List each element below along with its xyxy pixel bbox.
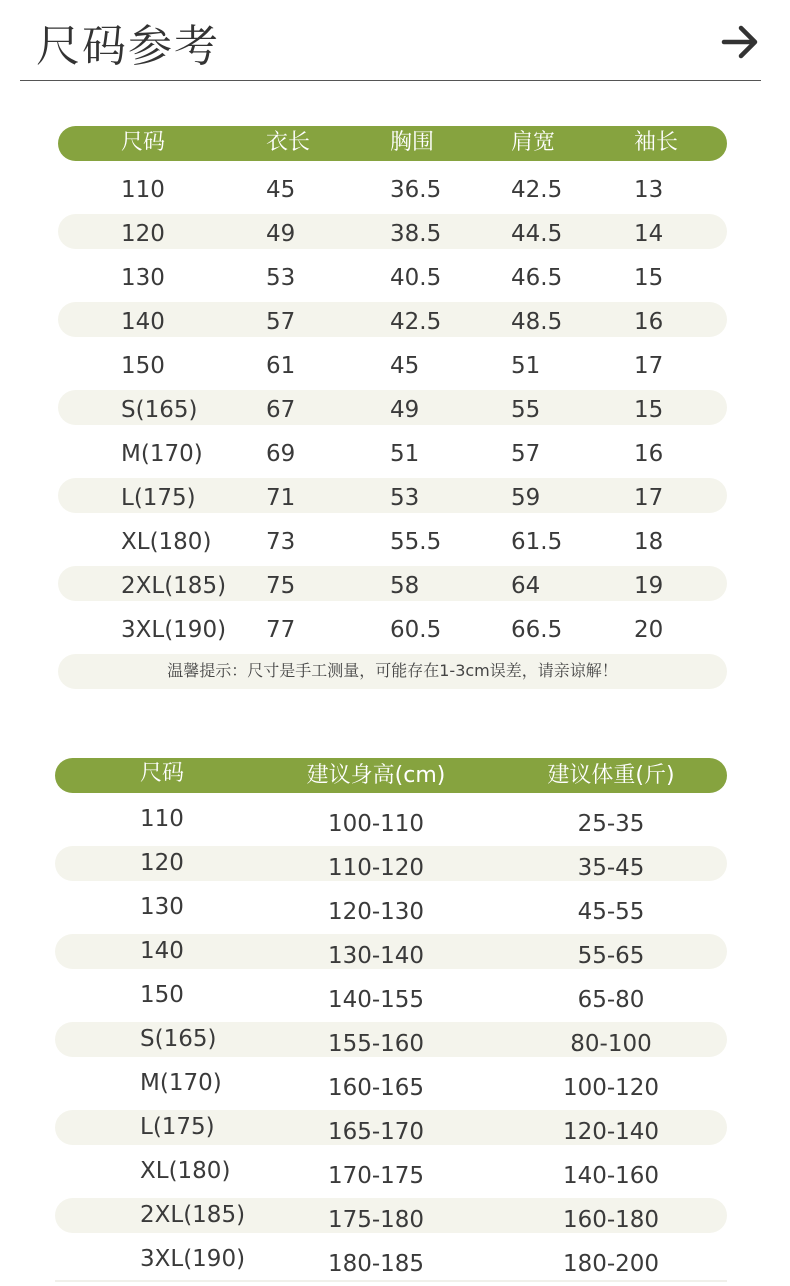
table-cell: 75 [266, 573, 296, 599]
table-row [55, 1022, 727, 1057]
header-cell: 衣长 [266, 130, 311, 155]
table-row [55, 1066, 727, 1101]
table-row [58, 214, 727, 249]
header-cell: 袖长 [634, 130, 679, 155]
table-row [55, 1242, 727, 1277]
size-chart-header-row [58, 126, 727, 161]
table-cell: 45 [390, 353, 420, 379]
table-cell: 130 [121, 265, 165, 291]
table-cell: S(165) [121, 397, 198, 423]
table-cell: 55 [511, 397, 541, 423]
table-cell: 53 [266, 265, 296, 291]
arrow-right-icon[interactable] [721, 22, 761, 62]
table-cell: 42.5 [511, 177, 563, 203]
header-cell: 建议体重(斤) [547, 763, 675, 788]
table-cell: 110-120 [327, 855, 425, 881]
table-row [58, 302, 727, 337]
bottom-divider [55, 1280, 727, 1282]
table-cell: 170-175 [327, 1163, 425, 1189]
table-cell: 150 [140, 982, 184, 1008]
table-cell: 18 [634, 529, 664, 555]
table-cell: 55.5 [390, 529, 442, 555]
table-cell: 45 [266, 177, 296, 203]
table-cell: 49 [390, 397, 420, 423]
table-cell: 150 [121, 353, 165, 379]
table-cell: 51 [511, 353, 541, 379]
table-cell: 61 [266, 353, 296, 379]
table-row [55, 1198, 727, 1233]
table-cell: 17 [634, 485, 664, 511]
table-row [58, 610, 727, 645]
table-cell: 51 [390, 441, 420, 467]
table-cell: 2XL(185) [140, 1202, 246, 1228]
page-title: 尺码参考 [36, 21, 220, 72]
table-cell: 53 [390, 485, 420, 511]
recommendation-table [55, 758, 727, 1286]
table-cell: 20 [634, 617, 664, 643]
table-cell: 16 [634, 441, 664, 467]
table-cell: 140 [140, 938, 184, 964]
table-cell: 160-165 [327, 1075, 425, 1101]
table-cell: 2XL(185) [121, 573, 227, 599]
table-cell: M(170) [121, 441, 203, 467]
table-row [55, 802, 727, 837]
table-cell: 35-45 [577, 855, 645, 881]
table-cell: 77 [266, 617, 296, 643]
table-cell: 110 [121, 177, 165, 203]
table-cell: M(170) [140, 1070, 222, 1096]
table-row [58, 258, 727, 293]
table-cell: 175-180 [327, 1207, 425, 1233]
page-header [20, 0, 761, 81]
table-row [55, 934, 727, 969]
table-row [55, 846, 727, 881]
table-cell: 180-185 [327, 1251, 425, 1277]
table-row [55, 1110, 727, 1145]
table-cell: 120-130 [327, 899, 425, 925]
table-cell: 15 [634, 397, 664, 423]
table-row [58, 390, 727, 425]
header-cell: 胸围 [390, 130, 435, 155]
table-cell: 130 [140, 894, 184, 920]
table-cell: 80-100 [570, 1031, 652, 1057]
table-cell: 120 [140, 850, 184, 876]
table-cell: 44.5 [511, 221, 563, 247]
table-cell: 55-65 [577, 943, 645, 969]
table-row [58, 434, 727, 469]
table-cell: 140 [121, 309, 165, 335]
table-cell: 155-160 [327, 1031, 425, 1057]
header-cell: 建议身高(cm) [306, 763, 446, 788]
table-cell: 69 [266, 441, 296, 467]
table-cell: 140-160 [562, 1163, 660, 1189]
table-cell: 66.5 [511, 617, 563, 643]
table-cell: 180-200 [562, 1251, 660, 1277]
table-cell: 14 [634, 221, 664, 247]
table-cell: 3XL(190) [121, 617, 227, 643]
table-cell: 57 [511, 441, 541, 467]
table-cell: L(175) [140, 1114, 215, 1140]
table-cell: XL(180) [140, 1158, 231, 1184]
table-cell: 120-140 [562, 1119, 660, 1145]
table-cell: 25-35 [577, 811, 645, 837]
table-cell: 16 [634, 309, 664, 335]
table-cell: 19 [634, 573, 664, 599]
table-row [55, 890, 727, 925]
table-cell: 46.5 [511, 265, 563, 291]
table-cell: XL(180) [121, 529, 212, 555]
table-cell: 140-155 [327, 987, 425, 1013]
table-cell: 45-55 [577, 899, 645, 925]
recommendation-header-row [55, 758, 727, 793]
table-cell: 165-170 [327, 1119, 425, 1145]
table-row [58, 566, 727, 601]
table-cell: L(175) [121, 485, 196, 511]
table-cell: 49 [266, 221, 296, 247]
table-row [55, 1154, 727, 1189]
table-row [58, 522, 727, 557]
table-cell: 48.5 [511, 309, 563, 335]
table-cell: 38.5 [390, 221, 442, 247]
table-cell: 100-110 [327, 811, 425, 837]
table-cell: S(165) [140, 1026, 217, 1052]
header-cell: 肩宽 [511, 130, 556, 155]
size-chart-table [58, 126, 727, 689]
table-cell: 160-180 [562, 1207, 660, 1233]
table-cell: 42.5 [390, 309, 442, 335]
header-cell: 尺码 [140, 761, 185, 786]
table-cell: 71 [266, 485, 296, 511]
table-cell: 73 [266, 529, 296, 555]
table-cell: 130-140 [327, 943, 425, 969]
table-row [55, 978, 727, 1013]
table-cell: 13 [634, 177, 664, 203]
table-cell: 67 [266, 397, 296, 423]
table-cell: 120 [121, 221, 165, 247]
table-cell: 100-120 [562, 1075, 660, 1101]
table-cell: 58 [390, 573, 420, 599]
table-cell: 15 [634, 265, 664, 291]
measurement-note: 温馨提示：尺寸是手工测量，可能存在1-3cm误差，请亲谅解！ [58, 654, 727, 689]
table-cell: 17 [634, 353, 664, 379]
table-row [58, 478, 727, 513]
header-cell: 尺码 [121, 130, 166, 155]
table-cell: 61.5 [511, 529, 563, 555]
table-cell: 110 [140, 806, 184, 832]
table-cell: 40.5 [390, 265, 442, 291]
table-cell: 3XL(190) [140, 1246, 246, 1272]
table-row [58, 170, 727, 205]
table-cell: 60.5 [390, 617, 442, 643]
table-cell: 36.5 [390, 177, 442, 203]
table-cell: 57 [266, 309, 296, 335]
table-row [58, 346, 727, 381]
table-cell: 65-80 [577, 987, 645, 1013]
table-cell: 59 [511, 485, 541, 511]
table-cell: 64 [511, 573, 541, 599]
